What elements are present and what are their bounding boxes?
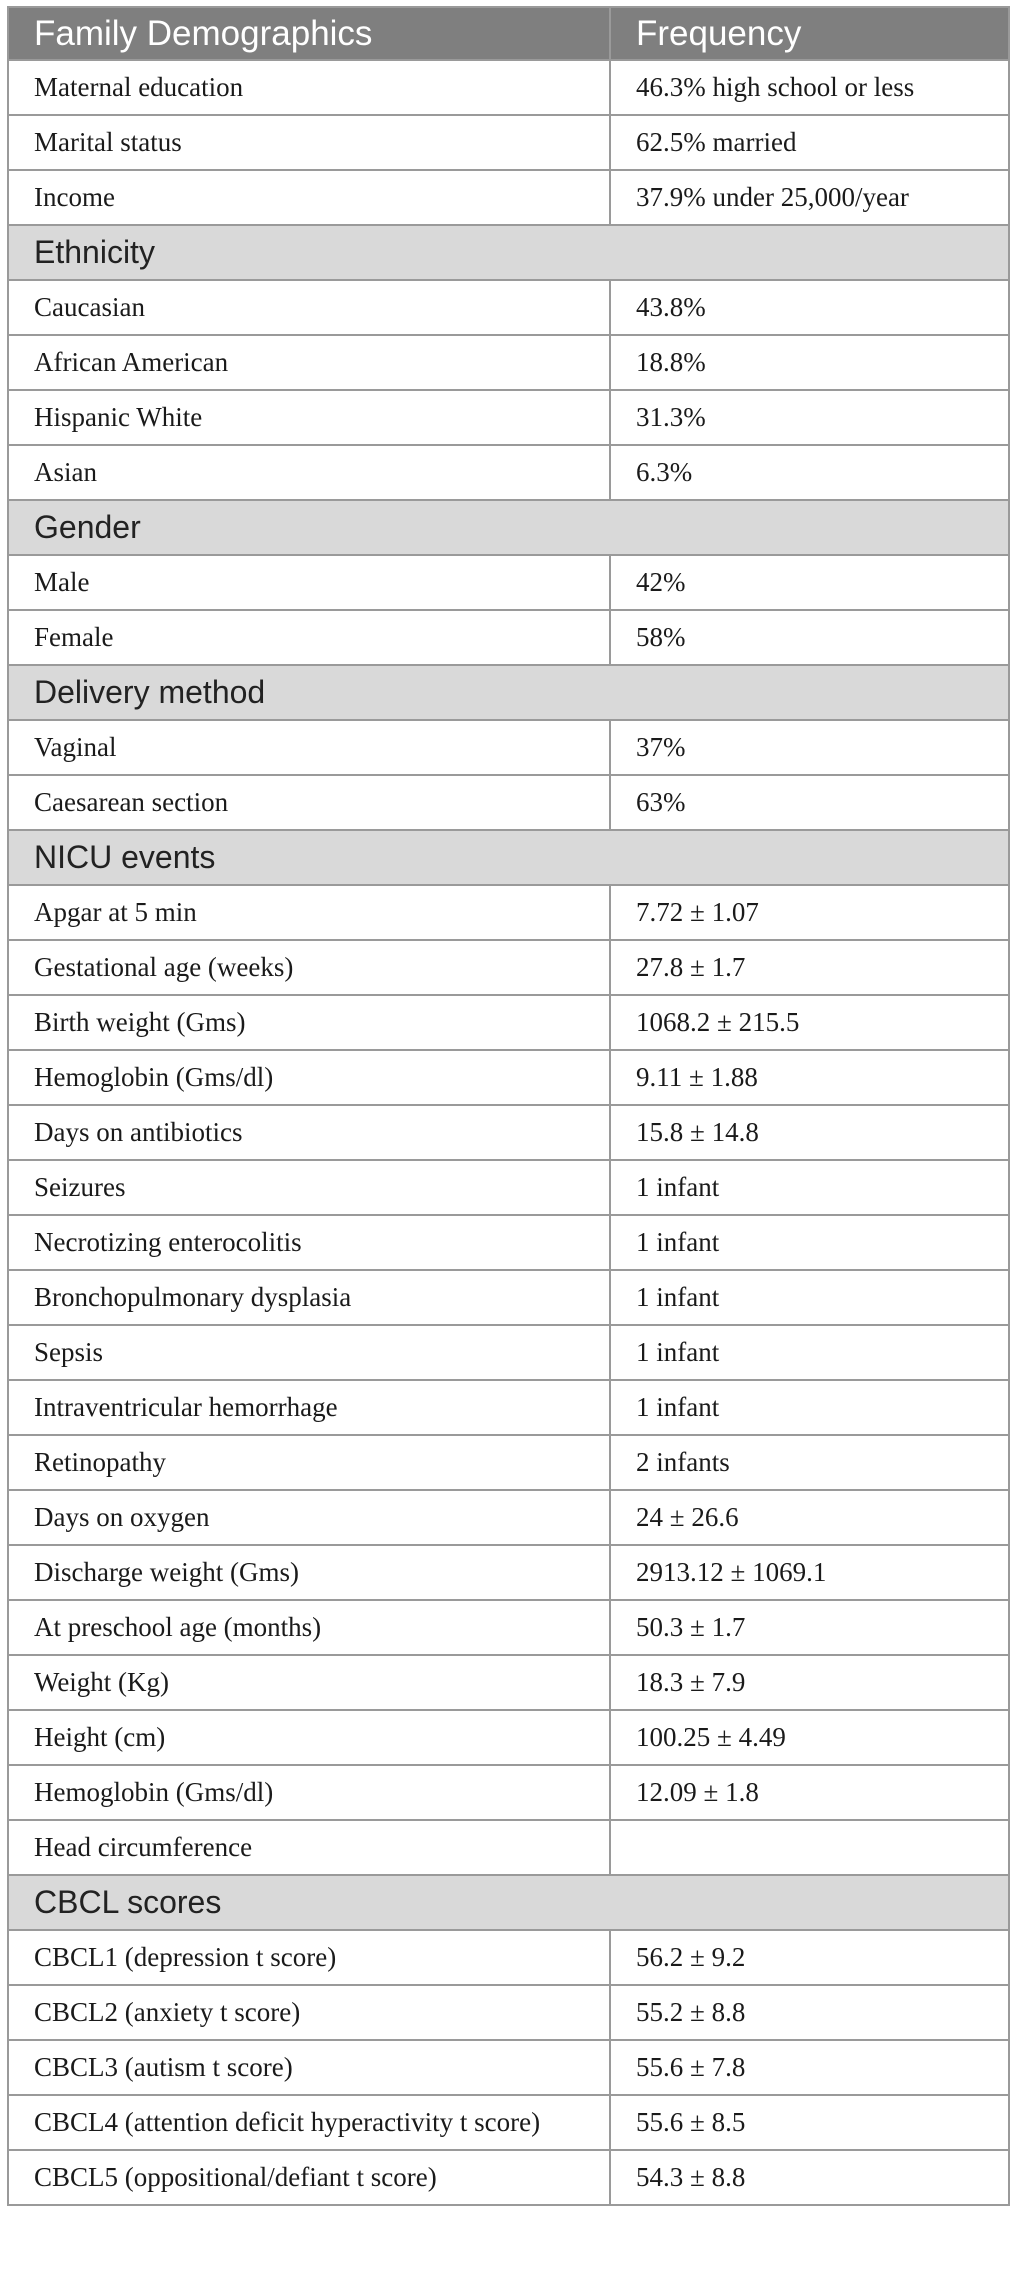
row-value: 58% xyxy=(610,610,1009,665)
table-row xyxy=(8,1490,1009,1545)
row-value: 6.3% xyxy=(610,445,1009,500)
table-row xyxy=(8,1435,1009,1490)
table-row xyxy=(8,1270,1009,1325)
row-value: 2 infants xyxy=(610,1435,1009,1490)
table-row xyxy=(8,1050,1009,1105)
row-label: Days on oxygen xyxy=(8,1490,610,1545)
row-value: 55.6 ± 8.5 xyxy=(610,2095,1009,2150)
table-row xyxy=(8,390,1009,445)
table-row xyxy=(8,335,1009,390)
row-value: 1 infant xyxy=(610,1325,1009,1380)
row-value: 55.6 ± 7.8 xyxy=(610,2040,1009,2095)
table-row xyxy=(8,555,1009,610)
section-title: Gender xyxy=(8,500,1009,555)
table-row xyxy=(8,280,1009,335)
row-value: 43.8% xyxy=(610,280,1009,335)
table-row xyxy=(8,170,1009,225)
table-row xyxy=(8,720,1009,775)
row-label: Weight (Kg) xyxy=(8,1655,610,1710)
table-row xyxy=(8,1325,1009,1380)
row-value: 24 ± 26.6 xyxy=(610,1490,1009,1545)
row-value: 54.3 ± 8.8 xyxy=(610,2150,1009,2205)
section-header-row xyxy=(8,665,1009,720)
row-label: Vaginal xyxy=(8,720,610,775)
row-value: 55.2 ± 8.8 xyxy=(610,1985,1009,2040)
row-label: Height (cm) xyxy=(8,1710,610,1765)
table-row xyxy=(8,445,1009,500)
section-title: CBCL scores xyxy=(8,1875,1009,1930)
table-header-row xyxy=(8,7,1009,60)
row-value: 50.3 ± 1.7 xyxy=(610,1600,1009,1655)
row-value: 1 infant xyxy=(610,1270,1009,1325)
table-row xyxy=(8,2150,1009,2205)
row-value: 1 infant xyxy=(610,1215,1009,1270)
section-header-row xyxy=(8,830,1009,885)
section-header-row xyxy=(8,225,1009,280)
row-value: 1 infant xyxy=(610,1160,1009,1215)
row-label: Sepsis xyxy=(8,1325,610,1380)
row-label: Bronchopulmonary dysplasia xyxy=(8,1270,610,1325)
row-label: Hispanic White xyxy=(8,390,610,445)
row-label: CBCL2 (anxiety t score) xyxy=(8,1985,610,2040)
row-label: At preschool age (months) xyxy=(8,1600,610,1655)
table-body xyxy=(8,60,1009,2205)
row-label: Birth weight (Gms) xyxy=(8,995,610,1050)
table-row xyxy=(8,1765,1009,1820)
row-label: Maternal education xyxy=(8,60,610,115)
row-label: Marital status xyxy=(8,115,610,170)
row-label: Male xyxy=(8,555,610,610)
row-label: Discharge weight (Gms) xyxy=(8,1545,610,1600)
row-value: 31.3% xyxy=(610,390,1009,445)
section-title: NICU events xyxy=(8,830,1009,885)
row-value xyxy=(610,1820,1009,1875)
row-label: Retinopathy xyxy=(8,1435,610,1490)
row-value: 100.25 ± 4.49 xyxy=(610,1710,1009,1765)
row-value: 15.8 ± 14.8 xyxy=(610,1105,1009,1160)
row-label: Seizures xyxy=(8,1160,610,1215)
row-value: 2913.12 ± 1069.1 xyxy=(610,1545,1009,1600)
table-row xyxy=(8,1600,1009,1655)
row-value: 62.5% married xyxy=(610,115,1009,170)
row-label: Caucasian xyxy=(8,280,610,335)
table-row xyxy=(8,1655,1009,1710)
table-row xyxy=(8,885,1009,940)
row-label: Income xyxy=(8,170,610,225)
row-value: 56.2 ± 9.2 xyxy=(610,1930,1009,1985)
row-label: Female xyxy=(8,610,610,665)
row-value: 18.8% xyxy=(610,335,1009,390)
table-row xyxy=(8,775,1009,830)
table-row xyxy=(8,1820,1009,1875)
row-value: 12.09 ± 1.8 xyxy=(610,1765,1009,1820)
section-header-row xyxy=(8,1875,1009,1930)
row-value: 37% xyxy=(610,720,1009,775)
row-label: Intraventricular hemorrhage xyxy=(8,1380,610,1435)
row-value: 7.72 ± 1.07 xyxy=(610,885,1009,940)
row-label: CBCL3 (autism t score) xyxy=(8,2040,610,2095)
header-family-demographics: Family Demographics xyxy=(8,7,610,60)
table-row xyxy=(8,1160,1009,1215)
row-label: Caesarean section xyxy=(8,775,610,830)
row-label: Apgar at 5 min xyxy=(8,885,610,940)
table-row xyxy=(8,1215,1009,1270)
row-value: 9.11 ± 1.88 xyxy=(610,1050,1009,1105)
table-row xyxy=(8,2040,1009,2095)
row-value: 37.9% under 25,000/year xyxy=(610,170,1009,225)
table-row xyxy=(8,995,1009,1050)
table-row xyxy=(8,2095,1009,2150)
row-value: 1068.2 ± 215.5 xyxy=(610,995,1009,1050)
row-label: African American xyxy=(8,335,610,390)
table-row xyxy=(8,115,1009,170)
section-title: Delivery method xyxy=(8,665,1009,720)
demographics-table xyxy=(7,6,1010,2206)
row-label: Head circumference xyxy=(8,1820,610,1875)
section-header-row xyxy=(8,500,1009,555)
row-value: 42% xyxy=(610,555,1009,610)
row-label: CBCL1 (depression t score) xyxy=(8,1930,610,1985)
table-row xyxy=(8,1930,1009,1985)
row-value: 1 infant xyxy=(610,1380,1009,1435)
row-label: Necrotizing enterocolitis xyxy=(8,1215,610,1270)
row-label: Asian xyxy=(8,445,610,500)
table-row xyxy=(8,1380,1009,1435)
table-row xyxy=(8,940,1009,995)
row-label: Hemoglobin (Gms/dl) xyxy=(8,1050,610,1105)
table-row xyxy=(8,60,1009,115)
table-row xyxy=(8,1105,1009,1160)
row-value: 63% xyxy=(610,775,1009,830)
row-value: 46.3% high school or less xyxy=(610,60,1009,115)
row-value: 27.8 ± 1.7 xyxy=(610,940,1009,995)
table-row xyxy=(8,610,1009,665)
table-row xyxy=(8,1985,1009,2040)
row-label: Hemoglobin (Gms/dl) xyxy=(8,1765,610,1820)
table-row xyxy=(8,1710,1009,1765)
row-label: CBCL5 (oppositional/defiant t score) xyxy=(8,2150,610,2205)
header-frequency: Frequency xyxy=(610,7,1009,60)
section-title: Ethnicity xyxy=(8,225,1009,280)
table-row xyxy=(8,1545,1009,1600)
row-label: Gestational age (weeks) xyxy=(8,940,610,995)
row-value: 18.3 ± 7.9 xyxy=(610,1655,1009,1710)
row-label: Days on antibiotics xyxy=(8,1105,610,1160)
row-label: CBCL4 (attention deficit hyperactivity t score) xyxy=(8,2095,610,2150)
